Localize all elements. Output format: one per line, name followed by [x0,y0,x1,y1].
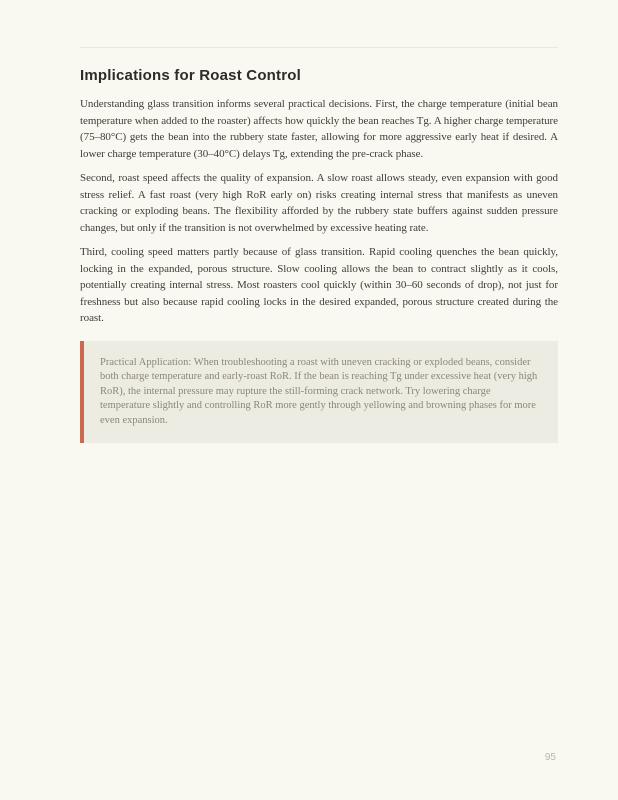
page-content [80,0,558,443]
top-divider [80,47,558,48]
callout-box [80,341,558,444]
paragraph-roast-speed: Second, roast speed affects the quality of expansion. A slow roast allows steady, even expansion with good stress relief. A fast roast (very high RoR early on) risks creating internal stress that manifests as uneven cracking or exploding beans. The flexibility afforded by the rubbery state buffers against sudden pressure changes, but only if the transition is not overwhelmed by excessive heating rate. [80,172,558,234]
page-number: 95 [544,752,556,763]
paragraph-charge-temperature: Understanding glass transition informs several practical decisions. First, the charge temperature (initial bean temperature when added to the roaster) affects how quickly the bean reaches Tg. A higher charge temperature (75–80°C) gets the bean into the rubbery state faster, allowing for more aggressive early heat if desired. A lower charge temperature (30–40°C) delays Tg, extending the pre-crack phase. [80,98,558,160]
section-heading: Implications for Roast Control [80,67,302,84]
paragraph-cooling-speed: Third, cooling speed matters partly because of glass transition. Rapid cooling quenches the bean quickly, locking in the expanded, porous structure. Slow cooling allows the bean to contract slightly as it cools, potentially creating internal stress. Most roasters cool quickly (within 30–60 seconds of drop), not just for freshness but also because rapid cooling locks in the desired expanded, porous structure created during the roast. [80,246,558,324]
callout-text: Practical Application: When troubleshooting a roast with uneven cracking or exploded beans, consider both charge temperature and early-roast RoR. If the bean is reaching Tg under excessive heat (very high RoR), the internal pressure may rupture the still-forming crack network. Try lowering charge temperature slightly and controlling RoR more gently through yellowing and browning phases for more even expansion. [100,356,538,426]
